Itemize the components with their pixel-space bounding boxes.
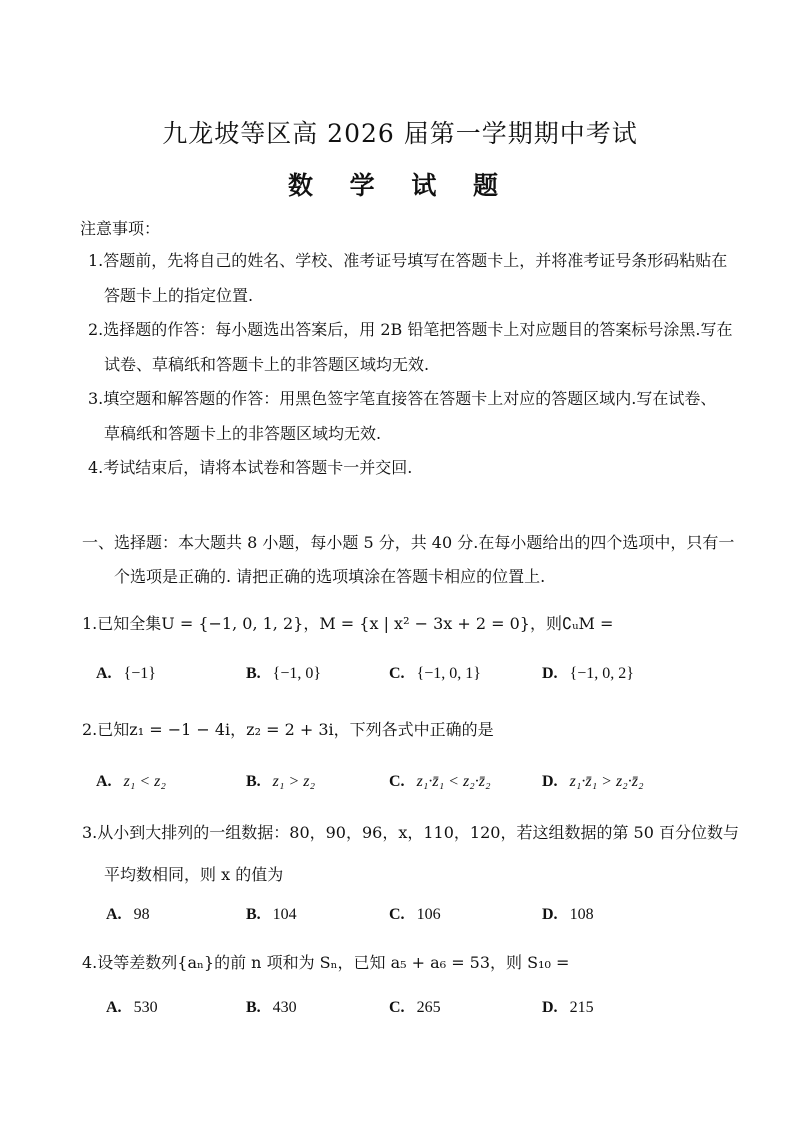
option-text: 106 [416,906,441,923]
option-text: 108 [569,906,594,923]
option-letter: A. [106,999,122,1016]
question-3-option-b [246,904,297,924]
question-4-option-b [246,997,297,1017]
option-text: z₁ < z₂ [123,773,166,790]
option-letter: B. [246,906,261,923]
notice-item-4-line1: 4.考试结束后，请将本试卷和答题卡一并交回. [88,458,413,477]
option-letter: B. [246,773,261,790]
option-letter: D. [542,999,558,1016]
option-letter: A. [96,773,112,790]
question-2-option-c [389,771,491,791]
exam-title: 九龙坡等区高 2026 届第一学期期中考试 [162,119,638,148]
question-1-option-c [389,663,481,683]
question-3-stem: 3.从小到大排列的一组数据：80，90，96，x，110，120，若这组数据的第 50 百分位数与 [82,823,739,842]
option-text: 430 [272,999,297,1016]
option-letter: C. [389,906,405,923]
option-text: 98 [133,906,150,923]
notice-item-1-line1: 1.答题前，先将自己的姓名、学校、准考证号填写在答题卡上，并将准考证号条形码粘贴在 [88,251,728,270]
question-3-option-d [542,904,594,924]
question-4-option-d [542,997,594,1017]
notice-item-3-line2: 草稿纸和答题卡上的非答题区域均无效. [104,424,382,443]
question-2-stem: 2.已知z₁ = −1 − 4i，z₂ = 2 + 3i，下列各式中正确的是 [82,720,494,739]
option-text: {−1} [123,665,156,682]
question-2-option-a [96,771,166,791]
option-letter: A. [106,906,122,923]
question-1-stem: 1.已知全集U = {−1, 0, 1, 2}，M = {x | x² − 3x + 2 = 0}，则∁ᵤM = [82,614,614,633]
section-heading-line1: 一、选择题：本大题共 8 小题，每小题 5 分，共 40 分.在每小题给出的四个选项中，只有一 [82,533,735,552]
option-text: z₁·z̄₁ > z₂·z̄₂ [569,773,644,790]
option-letter: C. [389,773,405,790]
notice-item-2-line2: 试卷、草稿纸和答题卡上的非答题区域均无效. [104,355,430,374]
option-text: 265 [416,999,441,1016]
notice-item-1-line2: 答题卡上的指定位置. [104,286,254,305]
option-text: {−1, 0, 2} [569,665,634,682]
question-4-option-a [106,997,158,1017]
question-1-option-b [246,663,321,683]
option-letter: B. [246,999,261,1016]
option-text: 215 [569,999,594,1016]
option-text: {−1, 0, 1} [416,665,481,682]
question-3-option-a [106,904,150,924]
question-3-option-c [389,904,441,924]
question-3-stem-line2: 平均数相同，则 x 的值为 [104,865,284,884]
option-letter: C. [389,665,405,682]
option-text: z₁·z̄₁ < z₂·z̄₂ [416,773,491,790]
question-2-option-d [542,771,644,791]
option-letter: B. [246,665,261,682]
option-letter: D. [542,773,558,790]
question-4-option-c [389,997,441,1017]
option-letter: C. [389,999,405,1016]
option-text: 104 [272,906,297,923]
option-letter: D. [542,665,558,682]
notice-heading: 注意事项： [80,219,161,238]
option-letter: A. [96,665,112,682]
section-heading-line2: 个选项是正确的. 请把正确的选项填涂在答题卡相应的位置上. [114,567,546,586]
notice-item-3-line1: 3.填空题和解答题的作答：用黑色签字笔直接答在答题卡上对应的答题区域内.写在试卷、 [88,389,717,408]
question-1-option-d [542,663,634,683]
option-text: 530 [133,999,158,1016]
option-letter: D. [542,906,558,923]
question-2-option-b [246,771,315,791]
notice-item-2-line1: 2.选择题的作答：每小题选出答案后，用 2B 铅笔把答题卡上对应题目的答案标号涂黑.写在 [88,320,733,339]
question-4-stem: 4.设等差数列{aₙ}的前 n 项和为 Sₙ，已知 a₅ + a₆ = 53，则 S₁₀ = [82,953,570,972]
question-1-option-a [96,663,156,683]
exam-subtitle: 数 学 试 题 [287,171,513,200]
option-text: z₁ > z₂ [272,773,316,790]
option-text: {−1, 0} [272,665,322,682]
